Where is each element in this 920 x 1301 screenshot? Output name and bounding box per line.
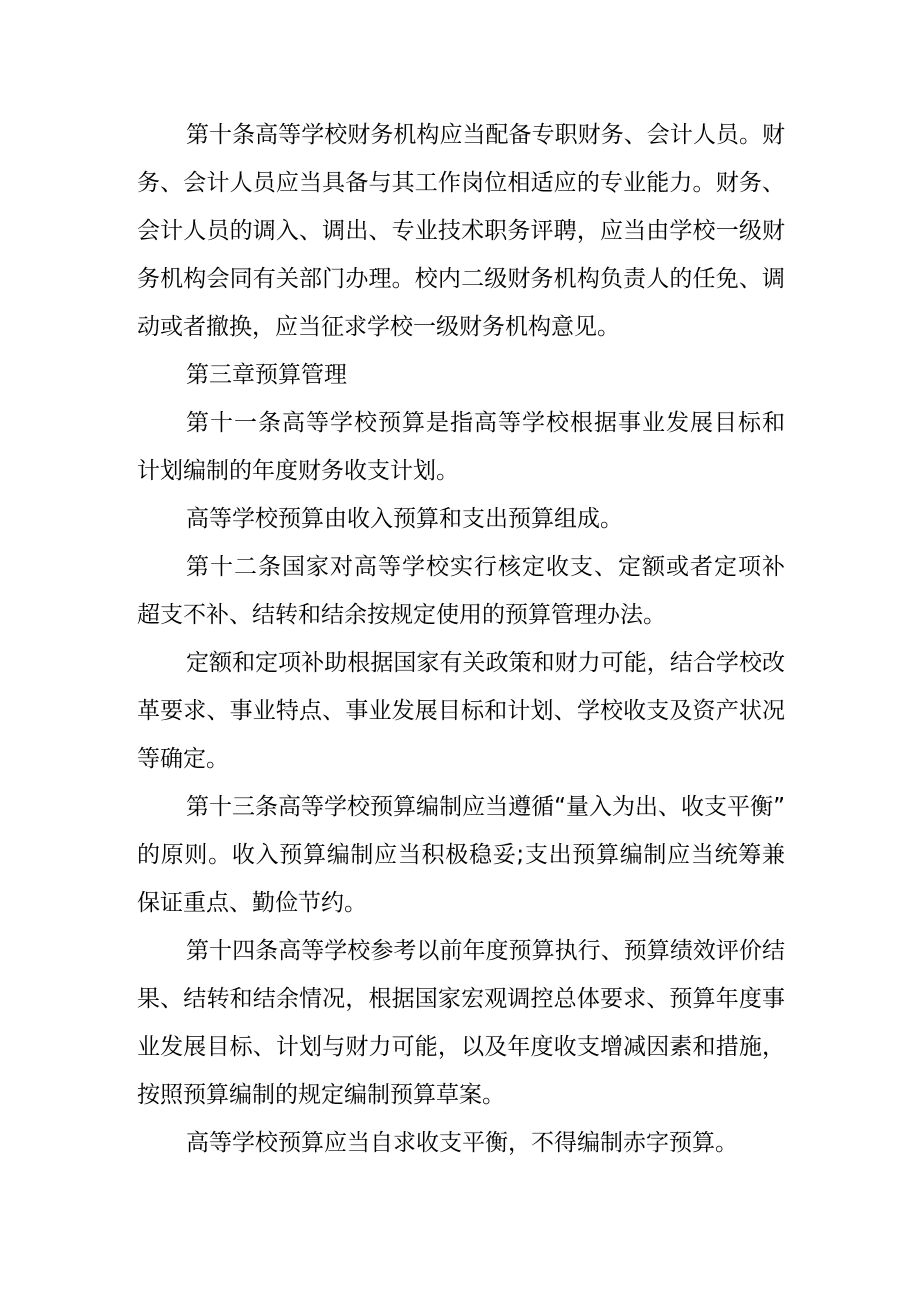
paragraph — [137, 495, 785, 543]
text-line: 第三章预算管理 — [186, 362, 347, 388]
text-line: 超支不补、结转和结余按规定使用的预算管理办法。 — [137, 602, 666, 628]
paragraph — [137, 111, 785, 351]
text-line: 果、结转和结余情况，根据国家宏观调控总体要求、预算年度事 — [137, 986, 785, 1012]
text-line: 第十一条高等学校预算是指高等学校根据事业发展目标和 — [186, 410, 785, 436]
text-line: 按照预算编制的规定编制预算草案。 — [137, 1082, 505, 1108]
text-line: 会计人员的调入、调出、专业技术职务评聘，应当由学校一级财 — [137, 218, 785, 244]
text-line: 第十四条高等学校参考以前年度预算执行、预算绩效评价结 — [186, 938, 785, 964]
text-line: 高等学校预算由收入预算和支出预算组成。 — [186, 506, 623, 532]
text-line: 动或者撤换，应当征求学校一级财务机构意见。 — [137, 314, 620, 340]
text-line: 务、会计人员应当具备与其工作岗位相适应的专业能力。财务、 — [137, 170, 785, 196]
text-line: 务机构会同有关部门办理。校内二级财务机构负责人的任免、调 — [137, 266, 785, 292]
paragraph — [137, 399, 785, 495]
paragraph — [137, 639, 785, 783]
text-line: 的原则。收入预算编制应当积极稳妥;支出预算编制应当统筹兼 — [137, 842, 785, 868]
text-line: 第十条高等学校财务机构应当配备专职财务、会计人员。财 — [186, 122, 785, 148]
paragraph — [137, 543, 785, 639]
paragraph — [137, 927, 785, 1119]
document-body — [137, 111, 785, 1167]
text-line: 等确定。 — [137, 746, 229, 772]
paragraph — [137, 783, 785, 927]
text-line: 革要求、事业特点、事业发展目标和计划、学校收支及资产状况 — [137, 698, 785, 724]
text-line: 计划编制的年度财务收支计划。 — [137, 458, 459, 484]
paragraph — [137, 351, 785, 399]
text-line: 定额和定项补助根据国家有关政策和财力可能，结合学校改 — [186, 650, 785, 676]
text-line: 高等学校预算应当自求收支平衡，不得编制赤字预算。 — [186, 1130, 738, 1156]
text-line: 业发展目标、计划与财力可能，以及年度收支增减因素和措施， — [137, 1034, 785, 1060]
text-line: 保证重点、勤俭节约。 — [137, 890, 367, 916]
text-line: 第十二条国家对高等学校实行核定收支、定额或者定项补 — [186, 554, 785, 580]
text-line: 第十三条高等学校预算编制应当遵循“量入为出、收支平衡” — [186, 794, 785, 820]
paragraph — [137, 1119, 785, 1167]
